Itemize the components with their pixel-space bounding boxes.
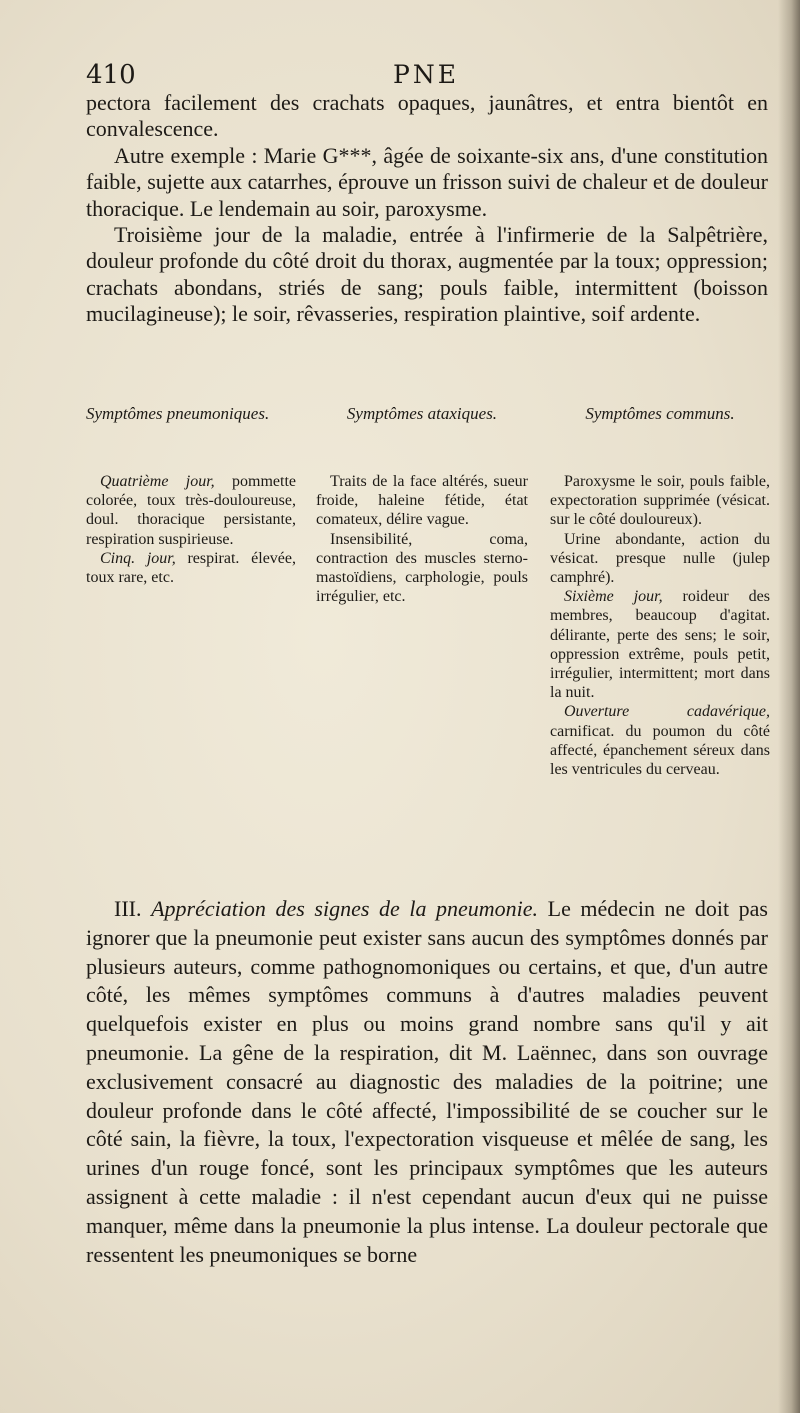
column-paragraph: Insensibilité, coma, contraction des muscles sterno-mastoïdiens, carphologie, pouls irrégulier, etc. xyxy=(316,530,528,606)
column-ataxic xyxy=(316,404,528,606)
column-paragraph: Urine abondante, action du vésicat. presque nulle (julep camphré). xyxy=(550,530,770,587)
day-label: Sixième jour, xyxy=(564,588,663,606)
section-title: Appréciation des signes de la pneumonie. xyxy=(151,896,539,921)
column-pneumonic xyxy=(86,404,296,587)
page-gutter-shadow xyxy=(778,0,800,1413)
paragraph-continuation: pectora facilement des crachats opaques, jaunâtres, et entra bientôt en convalescence. xyxy=(86,90,768,142)
autopsy-label: Ouverture cadavérique, xyxy=(564,703,770,721)
column-common xyxy=(550,404,770,779)
column-text: roideur des membres, beaucoup d'agitat. délirante, perte des sens; le soir, oppression extrême, pouls petit, irrégulier, intermittent; mort dans la nuit. xyxy=(550,588,770,702)
section-paragraph xyxy=(86,895,768,1269)
column-body-ataxic xyxy=(316,472,528,606)
section-appreciation xyxy=(86,895,768,1269)
column-body-pneumonic xyxy=(86,472,296,587)
paragraph-third-day: Troisième jour de la maladie, entrée à l'infirmerie de la Salpêtrière, douleur profonde du côté droit du thorax, augmentée par la toux; oppression; crachats abondans, striés de sang; pouls faible, intermittent (boisson mucilagineuse); le soir, rêvasseries, respiration plaintive, soif ardente. xyxy=(86,222,768,327)
paragraph-example: Autre exemple : Marie G***, âgée de soixante-six ans, d'une constitution faible, sujette aux catarrhes, éprouve un frisson suivi de chaleur et de douleur thoracique. Le lendemain au soir, paroxysme. xyxy=(86,142,768,221)
day-label: Cinq. jour, xyxy=(100,549,176,567)
column-heading-pneumonic: Symptômes pneumoniques. xyxy=(86,404,270,423)
column-paragraph xyxy=(86,472,296,549)
page-number: 410 xyxy=(86,60,136,90)
top-text-block xyxy=(86,90,768,328)
symptom-columns xyxy=(86,404,770,874)
page-header xyxy=(86,58,766,92)
section-number: III. xyxy=(114,896,142,921)
running-head: PNE xyxy=(393,60,459,89)
column-text: carnificat. du poumon du côté affecté, épanchement séreux dans les ventricules du cerveau. xyxy=(550,722,770,779)
column-paragraph: Traits de la face altérés, sueur froide, haleine fétide, état comateux, délire vague. xyxy=(316,473,528,529)
column-text: respirat. élevée, toux rare, etc. xyxy=(86,549,296,587)
column-heading-common: Symptômes communs. xyxy=(585,404,735,423)
column-paragraph: Paroxysme le soir, pouls faible, expectoration supprimée (vésicat. sur le côté douloureux). xyxy=(550,473,770,529)
column-heading-ataxic: Symptômes ataxiques. xyxy=(346,404,498,423)
day-label: Quatrième jour, xyxy=(100,473,215,490)
column-body-common xyxy=(550,472,770,779)
column-paragraph xyxy=(550,702,770,779)
column-paragraph xyxy=(86,549,296,587)
column-paragraph xyxy=(550,587,770,702)
section-body: Le médecin ne doit pas ignorer que la pneumonie peut exister sans aucun des symptômes donnés par plusieurs auteurs, comme pathognomoniques ou certains, et que, d'un autre côté, les mêmes symptômes communs à d'autres maladies peuvent quelquefois exister en plus ou moins grand nombre sans qu'il y ait pneumonie. La gêne de la respiration, dit M. Laënnec, dans son ouvrage exclusivement consacré au diagnostic des maladies de la poitrine; une douleur profonde dans le côté affecté, l'impossibilité de se coucher sur le côté sain, la fièvre, la toux, l'expectoration visqueuse et mêlée de sang, les urines d'un rouge foncé, sont les principaux symptômes que les auteurs assignent à cette maladie : il n'est cependant aucun d'eux qui ne puisse manquer, même dans la pneumonie la plus intense. La douleur pectorale que ressentent les pneumoniques se borne xyxy=(86,896,768,1267)
column-text: pommette colorée, toux très-douloureuse, doul. thoracique persistante, respiration suspirieuse. xyxy=(86,473,296,548)
